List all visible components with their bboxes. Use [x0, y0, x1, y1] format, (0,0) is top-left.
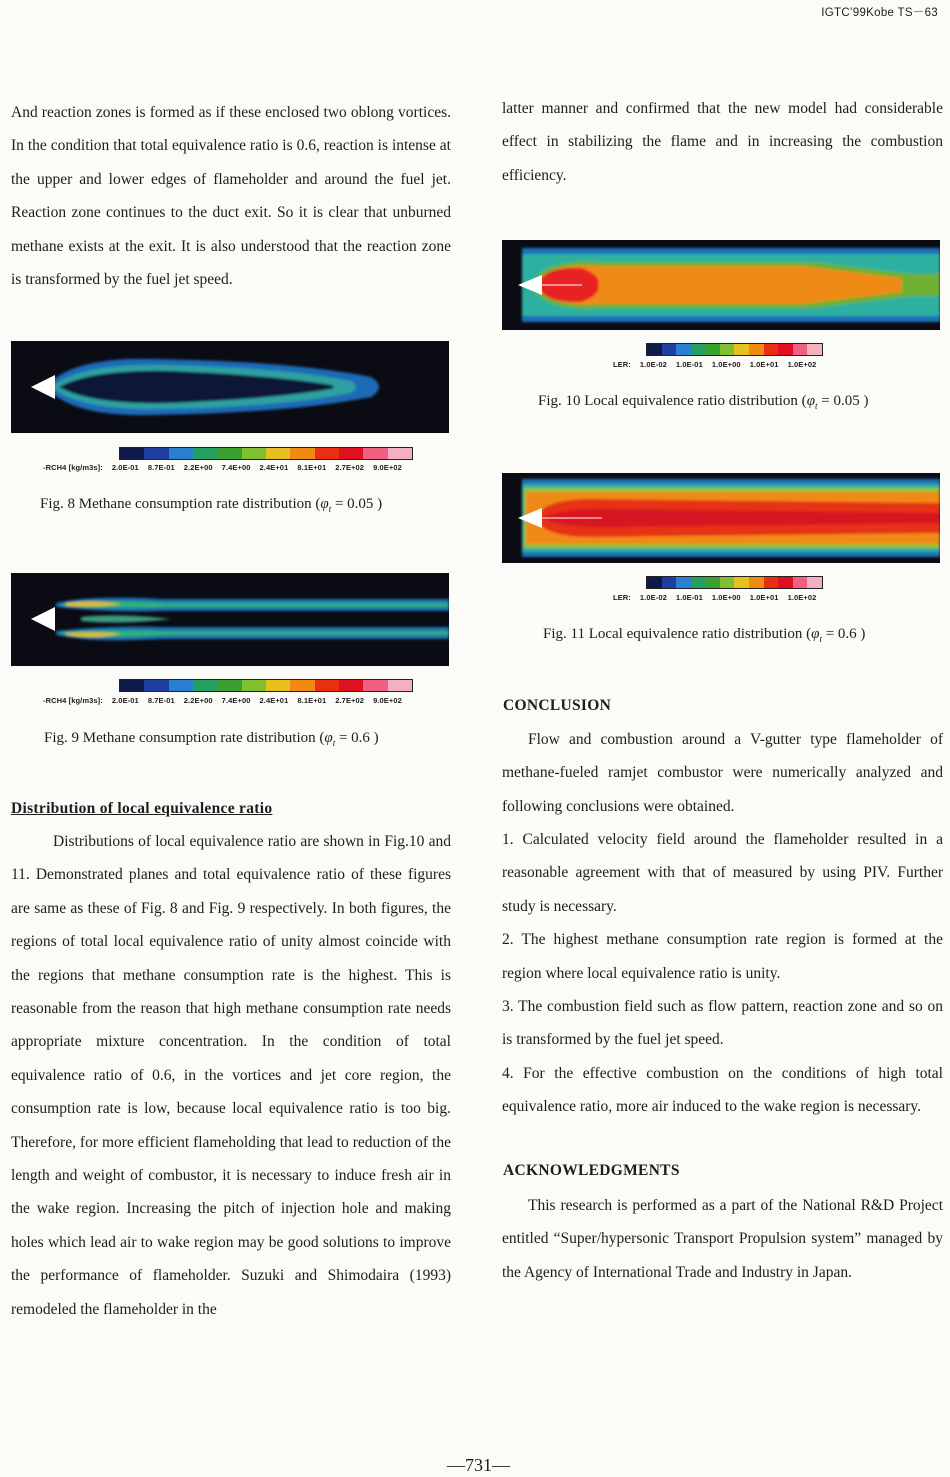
scale-swatch: [662, 344, 677, 355]
scale-title: LER:: [613, 593, 631, 602]
scale-swatch: [691, 577, 706, 588]
fig8-simulation-image: [11, 341, 449, 433]
conclusion-intro: Flow and combustion around a V-gutter type flameholder of methane-fueled ramjet combustor were numerically analyzed and following conclusions were obtained.: [502, 731, 943, 815]
scale-swatch: [749, 344, 764, 355]
scale-swatch: [720, 344, 735, 355]
acknowledgments-text: This research is performed as a part of the National R&D Project entitled “Super/hypersonic Transport Propulsion system” managed by the Agency of International Trade and Industry in Japan.: [502, 1197, 943, 1281]
scale-tick: 2.0E-01: [111, 463, 139, 472]
scale-tick: 8.1E+01: [297, 696, 327, 705]
scale-swatch: [217, 680, 241, 691]
fig10-simulation-image: [502, 240, 940, 330]
fig11-caption: Fig. 11 Local equivalence ratio distribution ($\varphi_t = 0.6$ ): [543, 626, 866, 644]
scale-swatch: [290, 680, 314, 691]
scale-swatch: [193, 680, 217, 691]
scale-title: LER:: [613, 360, 631, 369]
scale-tick: 2.7E+02: [335, 463, 365, 472]
scale-swatch: [242, 448, 266, 459]
scale-swatch: [778, 577, 793, 588]
scale-swatch: [807, 577, 822, 588]
scale-swatch: [764, 344, 779, 355]
scale-swatch: [388, 680, 412, 691]
scale-swatch: [266, 448, 290, 459]
scale-swatch: [734, 577, 749, 588]
scale-title: -RCH4 [kg/m3s]:: [43, 463, 103, 472]
scale-tick: 1.0E-02: [639, 360, 667, 369]
fig8-caption: Fig. 8 Methane consumption rate distribution ($\varphi_t = 0.05$ ): [40, 496, 383, 514]
fig11-scale-labels: [613, 593, 825, 602]
scale-swatch: [144, 448, 168, 459]
scale-swatch: [339, 680, 363, 691]
scale-swatch: [647, 344, 662, 355]
scale-tick: 8.1E+01: [297, 463, 327, 472]
left-paragraph-1: And reaction zones is formed as if these enclosed two oblong vortices. In the condition that total equivalence ratio is 0.6, reaction is intense at the upper and lower edges of flameholder and around the fuel jet. Reaction zone continues to the duct exit. So it is clear that unburned methane exists at the exit. It is also understood that the reaction zone is transformed by the fuel jet speed.: [11, 104, 451, 289]
fig8-scale-labels: [43, 463, 411, 472]
scale-swatch: [793, 344, 808, 355]
scale-swatch: [793, 577, 808, 588]
scale-tick: 1.0E+01: [749, 360, 779, 369]
scale-swatch: [363, 680, 387, 691]
scale-tick: 1.0E+01: [749, 593, 779, 602]
conclusion-list: [502, 823, 943, 1124]
scale-swatch: [217, 448, 241, 459]
scale-swatch: [242, 680, 266, 691]
scale-tick: 2.4E+01: [259, 463, 289, 472]
right-paragraph-1: latter manner and confirmed that the new model had considerable effect in stabilizing the flame and in increasing the combustion efficiency.: [502, 100, 943, 184]
section-heading-local-equivalence: Distribution of local equivalence ratio: [11, 800, 273, 817]
fig9-color-scale: [119, 679, 413, 692]
scale-swatch: [691, 344, 706, 355]
scale-swatch: [734, 344, 749, 355]
scale-title: -RCH4 [kg/m3s]:: [43, 696, 103, 705]
scale-swatch: [705, 577, 720, 588]
scale-tick: 1.0E+02: [787, 593, 817, 602]
scale-swatch: [169, 448, 193, 459]
conclusion-item: 3. The combustion field such as flow pattern, reaction zone and so on is transformed by the fuel jet speed.: [502, 998, 943, 1049]
scale-swatch: [764, 577, 779, 588]
conclusion-heading: CONCLUSION: [503, 697, 612, 714]
running-header: IGTC’99Kobe TS－63: [821, 7, 938, 19]
fig9-scale-labels: [43, 696, 411, 705]
scale-tick: 1.0E+02: [787, 360, 817, 369]
scale-tick: 2.7E+02: [335, 696, 365, 705]
scale-swatch: [120, 680, 144, 691]
scale-swatch: [676, 344, 691, 355]
fig10-scale-labels: [613, 360, 825, 369]
acknowledgments-heading: ACKNOWLEDGMENTS: [503, 1162, 680, 1179]
scale-swatch: [705, 344, 720, 355]
scale-swatch: [749, 577, 764, 588]
scale-swatch: [662, 577, 677, 588]
fig10-caption: Fig. 10 Local equivalence ratio distribution ($\varphi_t = 0.05$ ): [538, 393, 869, 411]
scale-tick: 1.0E-02: [639, 593, 667, 602]
fig9-simulation-image: [11, 573, 449, 666]
page-number: —731—: [447, 1455, 510, 1475]
scale-swatch: [339, 448, 363, 459]
scale-swatch: [388, 448, 412, 459]
fig10-color-scale: [646, 343, 823, 356]
fig8-color-scale: [119, 447, 413, 460]
scale-tick: 1.0E+00: [711, 593, 741, 602]
scale-swatch: [778, 344, 793, 355]
scale-tick: 2.0E-01: [111, 696, 139, 705]
fig9-caption: Fig. 9 Methane consumption rate distribution ($\varphi_t = 0.6$ ): [44, 730, 379, 748]
fig11-color-scale: [646, 576, 823, 589]
scale-swatch: [363, 448, 387, 459]
scale-tick: 9.0E+02: [373, 696, 402, 705]
scale-swatch: [315, 448, 339, 459]
fig11-simulation-image: [502, 473, 940, 563]
scale-swatch: [120, 448, 144, 459]
scale-tick: 7.4E+00: [221, 463, 251, 472]
scale-tick: 7.4E+00: [221, 696, 251, 705]
conclusion-item: 1. Calculated velocity field around the flameholder resulted in a reasonable agreement with that of measured by using PIV. Further study is necessary.: [502, 831, 943, 915]
scale-swatch: [266, 680, 290, 691]
scale-tick: 2.2E+00: [183, 696, 213, 705]
scale-tick: 1.0E-01: [675, 360, 703, 369]
scale-tick: 1.0E+00: [711, 360, 741, 369]
scale-swatch: [676, 577, 691, 588]
conclusion-item: 2. The highest methane consumption rate region is formed at the region where local equivalence ratio is unity.: [502, 931, 943, 982]
scale-tick: 2.4E+01: [259, 696, 289, 705]
scale-swatch: [315, 680, 339, 691]
scale-tick: 9.0E+02: [373, 463, 402, 472]
scale-tick: 2.2E+00: [183, 463, 213, 472]
scale-swatch: [193, 448, 217, 459]
scale-swatch: [807, 344, 822, 355]
scale-tick: 8.7E-01: [147, 463, 175, 472]
scale-swatch: [144, 680, 168, 691]
scale-swatch: [290, 448, 314, 459]
scale-swatch: [720, 577, 735, 588]
scale-tick: 8.7E-01: [147, 696, 175, 705]
scale-swatch: [647, 577, 662, 588]
left-paragraph-2: Distributions of local equivalence ratio are shown in Fig.10 and 11. Demonstrated planes and total equivalence ratio of these figures are same as these of Fig. 8 and Fig. 9 respectively. In both figures, the regions of total local equivalence ratio of unity almost coincide with the regions that methane consumption rate is the highest. This is reasonable from the reason that high methane consumption rate needs appropriate mixture concentration. In the condition of total equivalence ratio of 0.6, in the vortices and jet core region, the consumption rate is low, because local equivalence ratio is too big. Therefore, for more efficient flameholding that lead to reduction of the length and weight of combustor, it is necessary to induce fresh air in the wake region. Increasing the pitch of injection hole and making holes which lead air to wake region may be good solutions to improve the performance of flameholder. Suzuki and Shimodaira (1993) remodeled the flameholder in the: [11, 833, 451, 1318]
conclusion-item: 4. For the effective combustion on the conditions of high total equivalence ratio, more air induced to the wake region is necessary.: [502, 1064, 943, 1116]
scale-swatch: [169, 680, 193, 691]
scale-tick: 1.0E-01: [675, 593, 703, 602]
